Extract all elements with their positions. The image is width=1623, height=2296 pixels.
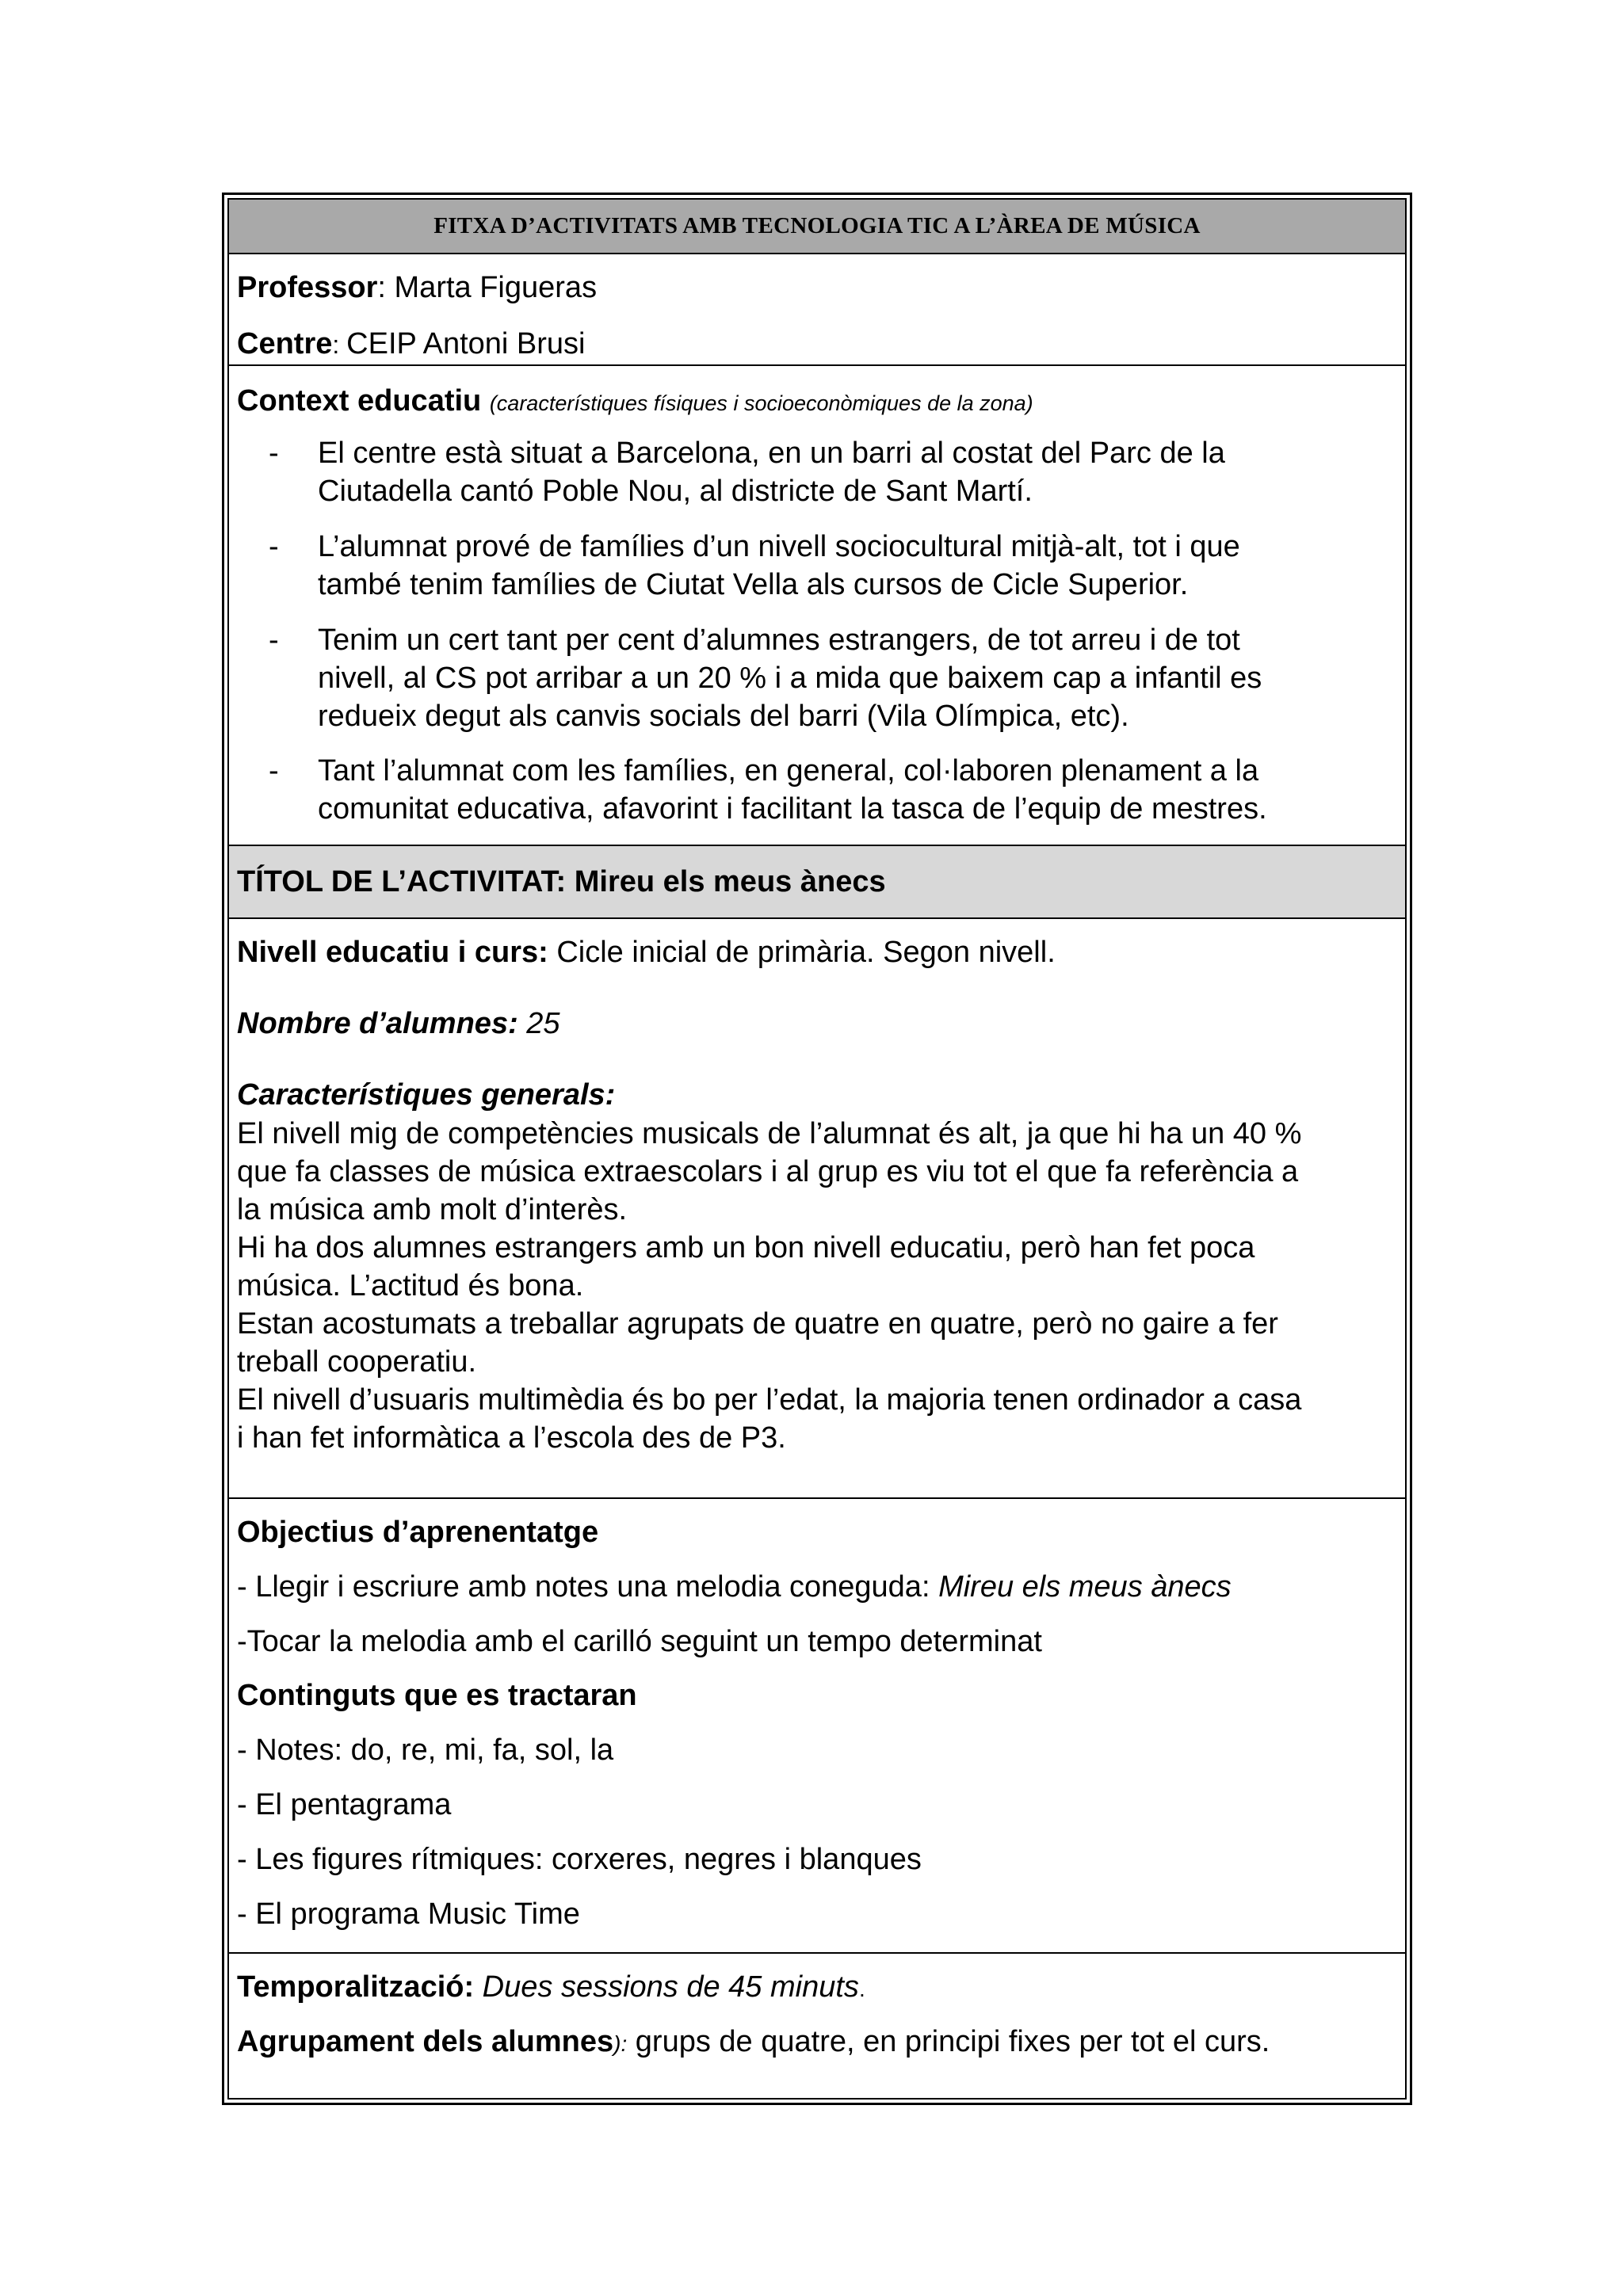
context-heading: Context educatiu (característiques físiques i socioeconòmiques de la zona) (237, 384, 1033, 418)
content-item: - Notes: do, re, mi, fa, sol, la (237, 1733, 614, 1767)
students-line: Nombre d’alumnes: 25 (237, 1007, 560, 1040)
timing-line: Temporalització: Dues sessions de 45 minuts. (237, 1970, 865, 2004)
contents-heading: Continguts que es tractaran (237, 1679, 637, 1712)
divider (229, 917, 1405, 919)
content-item: - El pentagrama (237, 1788, 452, 1821)
divider (229, 253, 1405, 254)
activity-title-row (229, 846, 1405, 917)
sheet-header (229, 200, 1405, 253)
teacher-line: Professor: Marta Figueras (237, 271, 598, 304)
school-line: Centre: CEIP Antoni Brusi (237, 327, 586, 360)
objective-item: -Tocar la melodia amb el carilló seguint un tempo determinat (237, 1625, 1042, 1658)
content-item: - El programa Music Time (237, 1897, 580, 1931)
divider (229, 1497, 1405, 1499)
activity-sheet: FITXA D’ACTIVITATS AMB TECNOLOGIA TIC A L’ÀREA DE MÚSICA Professor: Marta Figueras Centre: CEIP Antoni Brusi Context educatiu (característiques físiques i socioeconòmiques de la zona) - El centre està situat a Barcelona, en un barri al costat del Parc de la Ciutadella cantó Poble Nou, al districte de Sant Martí. - L’alumnat prové de famílies d’un nivell sociocultural mitjà-alt, tot i que també tenim famílies de Ciutat Vella als cursos de Cicle Superior. - Tenim un cert tant per cent d’alumnes estrangers, de tot arreu i de tot nivell, al CS pot arribar a un 20 % i a mida que baixem cap a infantil es redueix degut als canvis socials del barri (Vila Olímpica, etc). - Tant l’alumnat com les famílies, en general, col·laboren plenament a la comunitat educativa, afavorint i facilitant la tasca de l’equip de mestres. TÍTOL DE L’ACTIVITAT: Mireu els meus ànecs Nivell educatiu i curs: Cicle inicial de primària. Segon nivell. Nombre d’alumnes: 25 Característiques generals: El nivell mig de competències musicals de l’alumnat és alt, ja que hi ha un 40 % que fa classes de música extraescolars i al grup es viu tot el que fa referència a la música amb molt d’interès. Hi ha dos alumnes estrangers amb un bon nivell educatiu, però han fet poca música. L’actitud és bona. Estan acostumats a treballar agrupats de quatre en quatre, però no gaire a fer treball cooperatiu. El nivell d’usuaris multimèdia és bo per l’edat, la majoria tenen ordinador a casa i han fet informàtica a l’escola des de P3. Objectius d’aprenentatge - Llegir i escriure amb notes una melodia coneguda: Mireu els meus ànecs -Tocar la melodia amb el carilló seguint un tempo determinat Continguts que es tractaran - Notes: do, re, mi, fa, sol, la - El pentagrama - Les figures rítmiques: corxeres, negres i blanques - El programa Music Time Temporalització: Dues sessions de 45 minuts. Agrupament dels alumnes): grups de quatre, en principi fixes per tot el curs. (222, 193, 1412, 2105)
characteristics-text: El nivell mig de competències musicals de l’alumnat és alt, ja que hi ha un 40 % que fa classes de música extraescolars i al grup es viu tot el que fa referència a la música amb molt d’interès. Hi ha dos alumnes estrangers amb un bon nivell educatiu, però han fet poca música. L’actitud és bona. Estan acostumats a treballar agrupats de quatre en quatre, però no gaire a fer treball cooperatiu. El nivell d’usuaris multimèdia és bo per l’edat, la majoria tenen ordinador a casa i han fet informàtica a l’escola des de P3. (237, 1117, 1302, 1455)
grouping-line: Agrupament dels alumnes): grups de quatre, en principi fixes per tot el curs. (237, 2025, 1270, 2058)
characteristics-heading: Característiques generals: (237, 1078, 616, 1112)
content-item: - Les figures rítmiques: corxeres, negres i blanques (237, 1843, 922, 1876)
activity-title: TÍTOL DE L’ACTIVITAT: Mireu els meus ànecs (237, 865, 886, 898)
objectives-heading: Objectius d’aprenentatge (237, 1516, 599, 1549)
divider (229, 1952, 1405, 1954)
objective-item: - Llegir i escriure amb notes una melodia coneguda: Mireu els meus ànecs (237, 1570, 1232, 1604)
level-line: Nivell educatiu i curs: Cicle inicial de primària. Segon nivell. (237, 936, 1056, 969)
sheet-title: FITXA D’ACTIVITATS AMB TECNOLOGIA TIC A L’ÀREA DE MÚSICA (433, 213, 1201, 238)
divider (229, 364, 1405, 366)
